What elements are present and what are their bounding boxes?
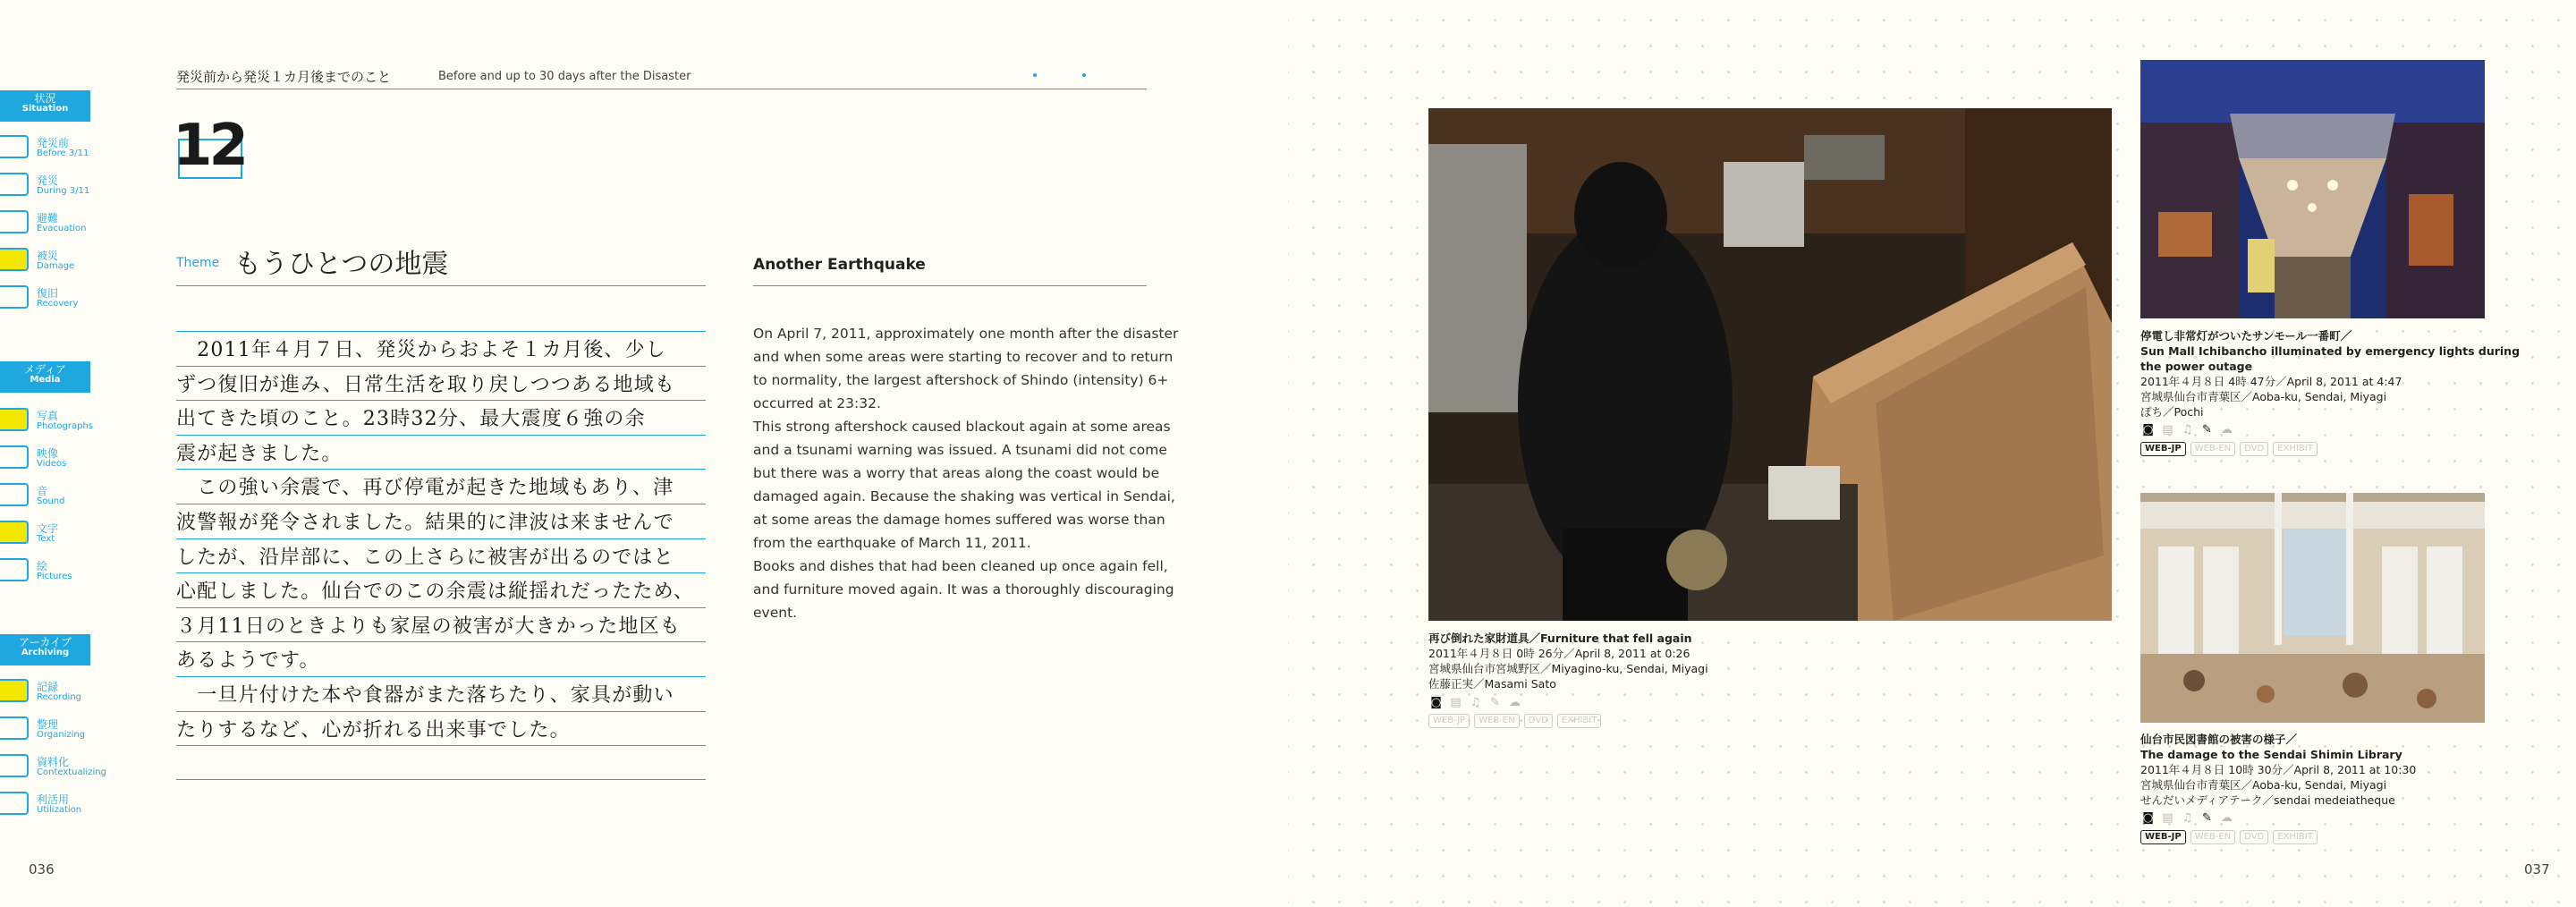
sidebar-item-label-en: Damage	[37, 261, 75, 271]
photo-3-author: せんだいメディアテーク／sendai medeiatheque	[2140, 793, 2395, 807]
ruled-line	[176, 469, 706, 470]
sidebar-item-situation-2	[0, 210, 107, 241]
availability-badge: WEB-EN	[2190, 830, 2235, 844]
ruled-line	[176, 572, 706, 573]
sidebar-item-archiving-1	[0, 716, 107, 747]
ruled-line	[176, 607, 706, 608]
video-icon: ▤	[1450, 696, 1462, 709]
headphones-icon: ♫	[1470, 696, 1481, 709]
sidebar-header-archiving: アーカイブ Archiving	[0, 634, 90, 665]
english-title: Another Earthquake	[753, 256, 926, 274]
sidebar-item-label-en: Recovery	[37, 299, 79, 309]
photo-3-title-en: The damage to the Sendai Shimin Library	[2140, 748, 2402, 761]
japanese-text-line: 震が起きました。	[176, 443, 343, 465]
photo-library-image	[2140, 493, 2485, 723]
sidebar-item-marker	[0, 558, 29, 581]
photo-3-availability	[2140, 830, 2318, 844]
sidebar-item-label-ja: 被災	[37, 250, 59, 262]
sidebar-item-label-en: Utilization	[37, 805, 82, 815]
ruled-line	[176, 711, 706, 712]
english-text-line: to normality, the largest aftershock of Shindo (intensity) 6+	[753, 372, 1169, 388]
photo-2-title-ja: 停電し非常灯がついたサンモール一番町／	[2140, 329, 2352, 343]
sidebar-item-marker	[0, 483, 29, 506]
english-title-rule	[753, 285, 1147, 286]
brush-icon: ☁	[1509, 696, 1521, 709]
photo-1-caption	[1428, 631, 1708, 691]
english-text-line: Books and dishes that had been cleaned up once again fell,	[753, 558, 1168, 574]
availability-badge: EXHIBIT	[1557, 714, 1602, 728]
photo-2-media-icons	[2140, 424, 2234, 437]
sidebar-item-media-0	[0, 408, 107, 438]
japanese-text-line: あるようです。	[176, 649, 320, 672]
sidebar-item-situation-1	[0, 173, 107, 203]
sidebar-item-archiving-2	[0, 754, 107, 784]
sidebar-item-situation-0	[0, 135, 107, 165]
japanese-text-line: ずつ復旧が進み、日常生活を取り戻しつつある地域も	[176, 374, 676, 396]
photo-sun-mall-image	[2140, 60, 2485, 318]
japanese-text-line: 一旦片付けた本や食器がまた落ちたり、家具が動い	[176, 684, 674, 707]
sidebar-item-archiving-3	[0, 792, 107, 822]
english-text-line: occurred at 23:32.	[753, 395, 881, 411]
ruled-line	[176, 641, 706, 642]
sidebar-item-label-ja: 映像	[37, 447, 59, 460]
header-dot	[1082, 73, 1086, 77]
ruled-line	[176, 400, 706, 401]
availability-badge: WEB-EN	[1474, 714, 1519, 728]
photo-furniture-image	[1428, 108, 2112, 621]
availability-badge: EXHIBIT	[2273, 830, 2318, 844]
availability-badge: WEB-JP	[2140, 442, 2186, 456]
photo-2-caption	[2140, 328, 2520, 420]
brush-icon: ☁	[2221, 423, 2233, 437]
sidebar-item-media-4	[0, 558, 107, 589]
photo-library-damage	[2140, 493, 2485, 723]
sidebar-item-label-ja: 記録	[37, 681, 59, 693]
camera-icon: ◙	[2142, 811, 2154, 825]
availability-badge: DVD	[1524, 714, 1553, 728]
availability-badge: WEB-EN	[2190, 442, 2235, 456]
sidebar-item-label-en: Contextualizing	[37, 767, 106, 777]
sidebar-item-label-ja: 避難	[37, 212, 59, 225]
photo-3-place: 宮城県仙台市青葉区／Aoba-ku, Sendai, Miyagi	[2140, 778, 2387, 792]
sidebar-item-label-en: Evacuation	[37, 224, 87, 233]
availability-badge: DVD	[2240, 442, 2268, 456]
photo-2-availability	[2140, 442, 2318, 456]
sidebar-item-label-ja: 音	[37, 485, 48, 497]
ruled-line	[176, 331, 706, 332]
sidebar-item-label-en: Before 3/11	[37, 148, 89, 158]
photo-3-media-icons	[2140, 812, 2234, 825]
sidebar-item-label-ja: 絵	[37, 560, 48, 572]
photo-2-title-en: Sun Mall Ichibancho illuminated by emergency lights during	[2140, 344, 2521, 358]
availability-badge: WEB-JP	[2140, 830, 2186, 844]
sidebar-item-label-en: Text	[37, 534, 55, 544]
english-text-line: but there was a worry that areas along the coast would be	[753, 465, 1160, 481]
sidebar-item-label-ja: 発災	[37, 174, 59, 187]
english-text-line: On April 7, 2011, approximately one month after the disaster	[753, 326, 1179, 342]
sidebar-header-situation: 状況 Situation	[0, 90, 90, 122]
page-number-right: 037	[2524, 861, 2550, 877]
camera-icon: ◙	[1430, 696, 1442, 709]
sidebar-item-label-en: Photographs	[37, 421, 94, 431]
japanese-text-line: たりするなど、心が折れる出来事でした。	[176, 719, 571, 742]
section-header-ja: 発災前から発災１カ月後までのこと	[176, 69, 392, 85]
sidebar-item-label-ja: 資料化	[37, 756, 70, 768]
sidebar-header-media: メディア Media	[0, 361, 90, 393]
english-text-line: and furniture moved again. It was a thoroughly discouraging	[753, 581, 1174, 598]
english-text-line: and when some areas were starting to recover and to return	[753, 349, 1174, 365]
photo-1-media-icons	[1428, 697, 1522, 709]
brush-icon: ☁	[2221, 811, 2233, 825]
photo-sun-mall	[2140, 60, 2485, 318]
ruled-line	[176, 745, 706, 746]
sidebar-item-marker	[0, 716, 29, 740]
ruled-line	[176, 676, 706, 677]
english-text-line: and a tsunami warning was issued. A tsunami did not come	[753, 442, 1167, 458]
sidebar-item-marker	[0, 285, 29, 309]
sidebar-item-label-en: During 3/11	[37, 186, 90, 196]
sidebar-item-marker	[0, 173, 29, 196]
sidebar-item-label-ja: 整理	[37, 718, 59, 731]
ruled-line	[176, 435, 706, 436]
header-dot	[1033, 73, 1037, 77]
photo-2-title-en-cont: the power outage	[2140, 360, 2253, 373]
sidebar-item-situation-4	[0, 285, 107, 316]
availability-badge: DVD	[2240, 830, 2268, 844]
sidebar-item-marker	[0, 210, 29, 233]
video-icon: ▤	[2162, 423, 2174, 437]
photo-3-caption	[2140, 732, 2416, 808]
photo-2-date: 2011年４月８日 4時 47分／April 8, 2011 at 4:47	[2140, 375, 2402, 388]
sidebar-item-marker	[0, 521, 29, 544]
japanese-text-line: 心配しました。仙台でのこの余震は縦揺れだったため、	[176, 581, 695, 603]
sidebar-item-media-3	[0, 521, 107, 551]
video-icon: ▤	[2162, 811, 2174, 825]
sidebar-item-archiving-0	[0, 679, 107, 709]
sidebar-item-label-ja: 復旧	[37, 287, 59, 300]
sidebar-item-marker	[0, 679, 29, 702]
theme-rule	[176, 285, 706, 286]
pen-icon: ✎	[1490, 696, 1500, 709]
photo-furniture-fell	[1428, 108, 2112, 621]
english-text-line: event.	[753, 605, 798, 621]
photo-1-date: 2011年４月８日 0時 26分／April 8, 2011 at 0:26	[1428, 647, 1690, 660]
photo-1-title: 再び倒れた家財道具／Furniture that fell again	[1428, 632, 1692, 645]
sidebar-item-label-en: Organizing	[37, 730, 86, 740]
sidebar-item-label-en: Videos	[37, 459, 67, 469]
sidebar-item-media-1	[0, 445, 107, 476]
photo-1-place: 宮城県仙台市宮城野区／Miyagino-ku, Sendai, Miyagi	[1428, 662, 1708, 675]
photo-2-place: 宮城県仙台市青葉区／Aoba-ku, Sendai, Miyagi	[2140, 390, 2387, 403]
sidebar-item-marker	[0, 792, 29, 815]
camera-icon: ◙	[2142, 423, 2154, 437]
headphones-icon: ♫	[2182, 423, 2193, 437]
theme-title: もうひとつの地震	[234, 249, 449, 280]
sidebar-item-marker	[0, 445, 29, 469]
sidebar-item-label-en: Sound	[37, 496, 65, 506]
japanese-text-line: 出てきた頃のこと。23時32分、最大震度６強の余	[176, 408, 646, 430]
photo-1-author: 佐藤正実／Masami Sato	[1428, 677, 1556, 691]
sidebar-item-label-ja: 発災前	[37, 137, 70, 149]
sidebar-item-label-ja: 文字	[37, 522, 59, 535]
section-header-en: Before and up to 30 days after the Disaster	[438, 70, 691, 83]
japanese-text-line: この強い余震で、再び停電が起きた地域もあり、津	[176, 477, 674, 499]
ruled-line	[176, 366, 706, 367]
headphones-icon: ♫	[2182, 811, 2193, 825]
sidebar-item-label-ja: 利活用	[37, 793, 70, 806]
sidebar-item-marker	[0, 135, 29, 158]
japanese-text-line: 波警報が発令されました。結果的に津波は来ませんで	[176, 512, 674, 534]
ruled-line	[176, 779, 706, 780]
availability-badge: EXHIBIT	[2273, 442, 2318, 456]
pen-icon: ✎	[2202, 811, 2212, 825]
sidebar-item-label-ja: 写真	[37, 410, 59, 422]
sidebar-item-label-en: Recording	[37, 692, 82, 702]
ruled-line	[176, 538, 706, 539]
photo-3-title-ja: 仙台市民図書館の被害の様子／	[2140, 733, 2298, 746]
sidebar-item-situation-3	[0, 248, 107, 278]
photo-3-date: 2011年４月８日 10時 30分／April 8, 2011 at 10:30	[2140, 763, 2417, 776]
english-text-line: This strong aftershock caused blackout again at some areas	[753, 419, 1171, 435]
japanese-text-line: 2011年４月７日、発災からおよそ１カ月後、少し	[176, 339, 666, 361]
sidebar-item-marker	[0, 754, 29, 777]
article-number: 12	[173, 113, 246, 179]
japanese-text-line: したが、沿岸部に、この上さらに被害が出るのではと	[176, 547, 674, 569]
photo-2-author: ぽち／Pochi	[2140, 405, 2204, 419]
english-text-line: at some areas the damage homes suffered was worse than	[753, 512, 1165, 528]
pen-icon: ✎	[2202, 423, 2212, 437]
sidebar-item-marker	[0, 248, 29, 271]
theme-label: Theme	[176, 256, 220, 270]
sidebar-item-marker	[0, 408, 29, 431]
page-number-left: 036	[29, 861, 55, 877]
sidebar-item-label-en: Pictures	[37, 572, 72, 581]
english-text-line: from the earthquake of March 11, 2011.	[753, 535, 1031, 551]
english-text-line: damaged again. Because the shaking was vertical in Sendai,	[753, 488, 1175, 504]
sidebar-item-media-2	[0, 483, 107, 513]
availability-badge: WEB-JP	[1428, 714, 1470, 728]
japanese-text-line: ３月11日のときよりも家屋の被害が大きかった地区も	[176, 615, 681, 638]
photo-1-availability	[1428, 714, 1601, 728]
